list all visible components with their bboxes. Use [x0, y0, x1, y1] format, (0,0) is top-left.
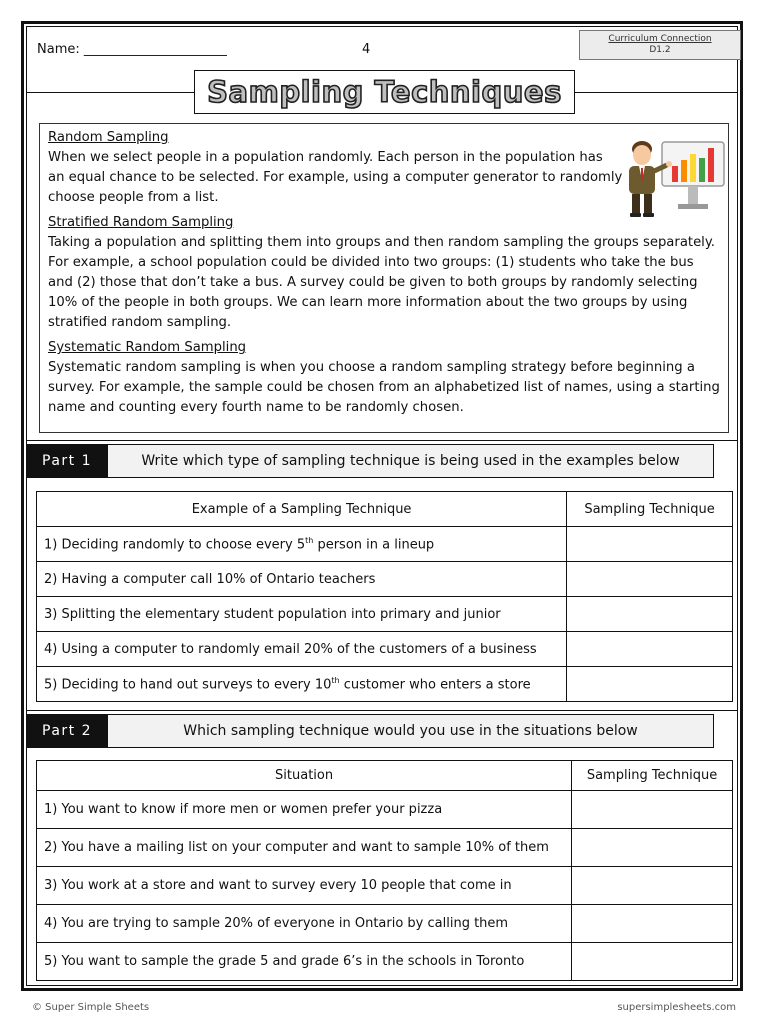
table-row: [37, 562, 733, 597]
part2-answer-5[interactable]: [572, 943, 733, 981]
definition-stratified: [48, 213, 720, 333]
part2-header-row: [37, 761, 733, 791]
definition-systematic: [48, 338, 720, 418]
curriculum-connection-box: [579, 30, 741, 60]
footer-copyright: © Super Simple Sheets: [32, 1002, 150, 1013]
part2-answer-4[interactable]: [572, 905, 733, 943]
part1-answer-2[interactable]: [567, 562, 733, 597]
part2-col-situation: Situation: [37, 761, 572, 791]
part2-header: [27, 714, 714, 748]
table-row: [37, 867, 733, 905]
part1-col-example: Example of a Sampling Technique: [37, 492, 567, 527]
page-title: Sampling Techniques: [207, 75, 562, 109]
part1-answer-1[interactable]: [567, 527, 733, 562]
part2-situation-5: 5) You want to sample the grade 5 and grade 6’s in the schools in Toronto: [37, 943, 572, 981]
part2-label: Part 2: [28, 715, 108, 747]
part1-example-1: 1) Deciding randomly to choose every 5th person in a lineup: [37, 527, 567, 562]
table-row: [37, 791, 733, 829]
table-row: [37, 597, 733, 632]
table-row: [37, 943, 733, 981]
section-rule-part2: [26, 710, 738, 711]
part2-situation-1: 1) You want to know if more men or women prefer your pizza: [37, 791, 572, 829]
part1-answer-3[interactable]: [567, 597, 733, 632]
part2-table: [36, 760, 733, 981]
definition-body: Taking a population and splitting them into groups and then random sampling the groups separately. For example, a school population could be divided into two groups: (1) students who take the bus and (2) those that don’t take a bus. A survey could be given to both groups by randomly selecting 10% of the people in both groups. We can learn more information about the two groups by using stratified random sampling.: [48, 235, 715, 330]
part2-answer-2[interactable]: [572, 829, 733, 867]
section-rule-part1: [26, 440, 738, 441]
footer-website[interactable]: supersimplesheets.com: [617, 1002, 736, 1013]
part1-label: Part 1: [28, 445, 108, 477]
page-number: 4: [362, 42, 371, 57]
table-row: [37, 829, 733, 867]
table-row: [37, 905, 733, 943]
part2-answer-3[interactable]: [572, 867, 733, 905]
part1-example-4: 4) Using a computer to randomly email 20% of the customers of a business: [37, 632, 567, 667]
definition-title: Systematic Random Sampling: [48, 340, 247, 355]
part1-col-technique: Sampling Technique: [567, 492, 733, 527]
part2-answer-1[interactable]: [572, 791, 733, 829]
part2-instruction: Which sampling technique would you use in the situations below: [183, 723, 638, 739]
teacher-presenting-chart-icon: [622, 136, 726, 218]
part1-example-2: 2) Having a computer call 10% of Ontario teachers: [37, 562, 567, 597]
table-row: [37, 632, 733, 667]
table-row: [37, 667, 733, 702]
part2-situation-3: 3) You work at a store and want to survey every 10 people that come in: [37, 867, 572, 905]
table-row: [37, 527, 733, 562]
definition-body: When we select people in a population randomly. Each person in the population has an equal chance to be selected. For example, using a computer generator to randomly choose people from a list.: [48, 150, 623, 205]
curriculum-title: Curriculum Connection: [608, 34, 712, 44]
definition-body: Systematic random sampling is when you choose a random sampling strategy before beginning a survey. For example, the sample could be chosen from an alphabetized list of names, using a starting name and counting every fourth name to be randomly chosen.: [48, 360, 720, 415]
part2-situation-4: 4) You are trying to sample 20% of everyone in Ontario by calling them: [37, 905, 572, 943]
part1-header: [27, 444, 714, 478]
part1-header-row: [37, 492, 733, 527]
definition-random: [48, 128, 720, 208]
part2-col-technique: Sampling Technique: [572, 761, 733, 791]
name-field-label: Name: ______________________: [37, 42, 227, 57]
part1-instruction: Write which type of sampling technique is being used in the examples below: [141, 453, 680, 469]
part1-answer-4[interactable]: [567, 632, 733, 667]
part1-table: [36, 491, 733, 702]
title-banner: [194, 70, 575, 114]
definition-title: Stratified Random Sampling: [48, 215, 234, 230]
part1-answer-5[interactable]: [567, 667, 733, 702]
curriculum-code: D1.2: [649, 45, 671, 55]
part1-example-3: 3) Splitting the elementary student population into primary and junior: [37, 597, 567, 632]
part2-situation-2: 2) You have a mailing list on your computer and want to sample 10% of them: [37, 829, 572, 867]
definition-title: Random Sampling: [48, 130, 169, 145]
part1-example-5: 5) Deciding to hand out surveys to every 10th customer who enters a store: [37, 667, 567, 702]
